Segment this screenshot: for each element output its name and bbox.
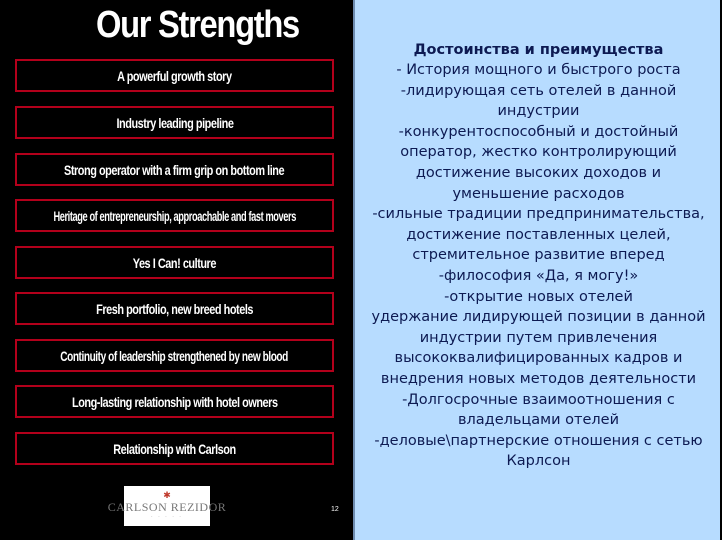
strength-item <box>15 339 334 372</box>
strength-label: Long-lasting relationship with hotel owners <box>71 393 278 410</box>
translation-line: -сильные традиции предпринимательства, <box>372 206 705 223</box>
translation-line: - История мощного и быстрого роста <box>396 62 681 78</box>
strength-label: Relationship with Carlson <box>113 440 236 457</box>
translation-line: индустрии путем привлечения <box>419 329 658 346</box>
translation-text <box>355 40 722 472</box>
strength-item <box>15 292 334 325</box>
strength-item <box>15 106 334 139</box>
strength-label: Heritage of entrepreneurship, approachable and fast movers <box>53 207 296 224</box>
strengths-list <box>0 0 352 540</box>
translation-panel <box>353 0 720 540</box>
translation-line: уменьшение расходов <box>452 185 625 202</box>
translation-line: достижение высоких доходов и <box>415 164 662 181</box>
strength-label: Continuity of leadership strengthened by new blood <box>60 347 289 364</box>
strength-label: Strong operator with a firm grip on bottom line <box>64 161 285 178</box>
translation-line: оператор, жестко контролирующий <box>400 144 677 161</box>
strength-item <box>15 199 334 232</box>
strength-item <box>15 432 334 465</box>
translation-line: удержание лидирующей позиции в данной <box>371 309 706 326</box>
logo-text: CARLSON REZIDOR <box>107 500 227 514</box>
translation-line: владельцами отелей <box>457 412 620 429</box>
translation-line: Карлсон <box>506 453 571 470</box>
translation-line: внедрения новых методов деятельности <box>380 370 697 387</box>
strength-item <box>15 59 334 92</box>
translation-line: -конкурентоспособный и достойный <box>398 123 679 140</box>
page-number: 12 <box>331 506 339 513</box>
translation-line: -Долгосрочные взаимоотношения с <box>402 391 675 408</box>
strength-label: Yes I Can! culture <box>132 254 217 271</box>
translation-line: достижение поставленных целей, <box>406 226 671 243</box>
translation-line: -философия «Да, я могу!» <box>438 267 639 284</box>
strength-label: A powerful growth story <box>117 67 232 84</box>
translation-heading: Достоинства и преимущества <box>413 42 664 58</box>
translation-line: -деловые\партнерские отношения с сетью <box>374 432 703 449</box>
strength-label: Fresh portfolio, new breed hotels <box>96 300 253 317</box>
translation-line: высококвалифицированных кадров и <box>394 350 683 367</box>
slide-image-panel <box>0 0 352 540</box>
strength-item <box>15 246 334 279</box>
carlson-rezidor-logo <box>107 486 227 526</box>
translation-line: стремительное развитие вперед <box>412 247 665 264</box>
translation-line: -открытие новых отелей <box>444 288 633 305</box>
logo-subline: · · · · · <box>151 514 183 520</box>
strength-item <box>15 153 334 186</box>
logo-star-icon: ✱ <box>163 490 171 500</box>
slide-title: Our Strengths <box>96 4 299 46</box>
translation-line: -лидирующая сеть отелей в данной <box>400 82 677 99</box>
translation-line: индустрии <box>497 103 580 120</box>
strength-label: Industry leading pipeline <box>116 114 233 131</box>
strength-item <box>15 385 334 418</box>
